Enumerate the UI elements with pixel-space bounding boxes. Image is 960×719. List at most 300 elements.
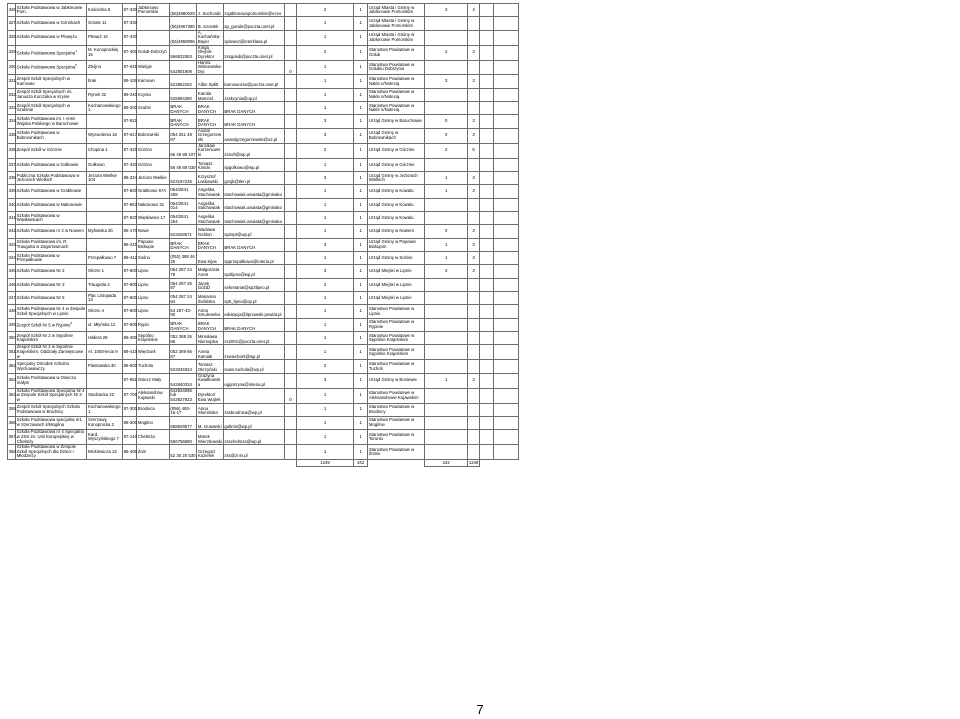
count-c-cell [425, 430, 468, 445]
count-c-cell: 1 [425, 172, 468, 185]
town-cell: Tuchola [137, 360, 170, 373]
extra-value-cell [284, 45, 296, 60]
town-cell: Wielgie [137, 60, 170, 75]
extra-value-cell [284, 88, 296, 101]
row-number-cell: 339. [8, 185, 16, 198]
street-cell [87, 115, 123, 128]
school-name-cell [16, 60, 87, 75]
extra-value-cell [284, 172, 296, 185]
street-cell: Kard. Wyszyńskiego 7 [87, 430, 123, 445]
count-b-cell: 1 [354, 388, 368, 403]
phone-cell: 054 287 25 87 [169, 278, 196, 291]
school-name-cell [16, 416, 87, 429]
school-name-cell [16, 198, 87, 211]
empty-cell [494, 115, 519, 128]
row-number-cell: 346. [8, 278, 16, 291]
extra-value-cell [284, 445, 296, 460]
count-a-cell: 1 [297, 212, 354, 225]
empty-cell [16, 460, 87, 467]
count-c-cell [425, 332, 468, 345]
postal-code-cell: 87-330 [123, 4, 137, 17]
street-cell [87, 373, 123, 388]
count-a-cell: 1 [297, 88, 354, 101]
empty-cell [494, 198, 519, 211]
table-row [8, 30, 519, 45]
street-cell: M. Konopnickiej 15 [87, 45, 123, 60]
count-c-cell [425, 88, 468, 101]
extra-value-cell [284, 430, 296, 445]
school-name: Szkoła Podstawowa im. I Armii Wojska Polskiego w Baruchowie [16, 116, 79, 126]
governing-authority-cell: Urząd Miasta i Gminy w Jabłonowie Pomorskim [368, 30, 425, 45]
empty-cell [223, 460, 284, 467]
count-b-cell: 1 [354, 292, 368, 305]
street-cell: Chopina 1 [87, 143, 123, 158]
school-name-cell [16, 305, 87, 318]
count-b-cell: 1 [354, 88, 368, 101]
empty-cell [494, 388, 519, 403]
count-c-cell: 0 [425, 225, 468, 238]
phone-cell: 054 287 24 84 [169, 292, 196, 305]
empty-cell [480, 198, 494, 211]
empty-cell [480, 45, 494, 60]
phone-cell: 054 287 24 78 [169, 265, 196, 278]
contact-person-cell: Marianna Zielińska [197, 292, 223, 305]
postal-code-cell: 87-853 [123, 198, 137, 211]
street-cell: Plac Listopada 13 [87, 292, 123, 305]
empty-cell [494, 128, 519, 143]
governing-authority-cell: Starostwo Powiatowe w Brodnicy [368, 403, 425, 416]
empty-cell [494, 185, 519, 198]
count-c-cell: 1 [425, 373, 468, 388]
empty-cell [480, 388, 494, 403]
count-b-cell: 1 [354, 115, 368, 128]
count-c-cell [425, 198, 468, 211]
town-cell: Rypin [137, 318, 170, 331]
postal-code-cell: 88-324 [123, 172, 137, 185]
phone-cell: 052 388 26 86 [169, 332, 196, 345]
postal-code-cell: 89-100 [123, 75, 137, 88]
table-row [8, 75, 519, 88]
school-name: Szkoła Podstawowa Nr 2 [16, 268, 65, 274]
email-cell: zsskcynia@op.pl [223, 88, 284, 101]
count-d-cell [468, 292, 480, 305]
empty-cell [494, 30, 519, 45]
empty-cell [494, 403, 519, 416]
governing-authority-cell: Starostwo Powiatowe w Tucholi [368, 360, 425, 373]
row-number-cell: 332. [8, 88, 16, 101]
table-row [8, 403, 519, 416]
count-b-cell: 1 [354, 143, 368, 158]
contact-person-cell: A. Kochańska-Bayer [197, 30, 223, 45]
street-cell: Jeziora Wielkie 104 [87, 172, 123, 185]
empty-cell [494, 265, 519, 278]
footnote-marker: 6 [75, 63, 77, 68]
school-name-cell [16, 292, 87, 305]
street-cell: Kościelna 8 [87, 4, 123, 17]
table-row [8, 238, 519, 251]
row-number-cell: 334. [8, 115, 16, 128]
email-cell: zsschelmza@wp.pl [223, 430, 284, 445]
email-cell: karnowozss@poczta.onet.pl [223, 75, 284, 88]
school-name-cell [16, 88, 87, 101]
table-row [8, 305, 519, 318]
governing-authority-cell: Urząd Gminy w Jeziorach Wielkich [368, 172, 425, 185]
extra-value-cell [284, 332, 296, 345]
table-row [8, 332, 519, 345]
count-c-cell [425, 345, 468, 360]
phone-cell: 054 251 48 87 [169, 128, 196, 143]
extra-value-cell [284, 345, 296, 360]
count-d-cell [468, 88, 480, 101]
governing-authority-cell: Urząd Gminy w Baruchowie [368, 115, 425, 128]
school-name: Szkoła Podstawowa w Górnikach [16, 20, 81, 26]
school-name-cell [16, 345, 87, 360]
governing-authority-cell: Starostwo Powiatowe w Nakle n/Notecią [368, 75, 425, 88]
count-a-cell: 1 [297, 332, 354, 345]
town-cell [137, 115, 170, 128]
contact-person-cell: Jarosław Kurzeniowski [197, 143, 223, 158]
count-c-cell [425, 30, 468, 45]
contact-person-cell: Kinga Olejnik- Dyrektor [197, 45, 223, 60]
phone-cell: (56)4980029 [169, 4, 196, 17]
school-name-cell [16, 102, 87, 115]
row-number-cell: 354. [8, 388, 16, 403]
count-d-cell: 3 [468, 238, 480, 251]
total-a-cell: 1249 [297, 460, 354, 467]
contact-person-cell: Mirosława Niemojska [197, 332, 223, 345]
empty-cell [494, 60, 519, 75]
count-b-cell: 1 [354, 360, 368, 373]
governing-authority-cell: Urząd Miejski w Lipnie [368, 292, 425, 305]
school-name-cell [16, 373, 87, 388]
empty-cell [494, 292, 519, 305]
street-cell: Okrzei 4 [87, 305, 123, 318]
count-d-cell [468, 278, 480, 291]
empty-cell [480, 460, 494, 467]
postal-code-cell: 87-820 [123, 185, 137, 198]
school-name: Zespół Szkół w Górznie [16, 147, 62, 153]
count-a-cell: 1 [297, 252, 354, 265]
postal-code-cell: 87-600 [123, 305, 137, 318]
count-a-cell: 3 [297, 128, 354, 143]
extra-value-cell [284, 373, 296, 388]
phone-cell: 542840334 [169, 373, 196, 388]
street-cell: Mickiewicza 32 [87, 445, 123, 460]
school-name: Szkoła Podstawowa im. R. Traugutta w Zagórtowicach [16, 239, 69, 249]
postal-code-cell: 89-410 [123, 345, 137, 360]
phone-cell: BRAK DANYCH [169, 238, 196, 251]
postal-code-cell: 87-820 [123, 212, 137, 225]
town-cell [137, 17, 170, 30]
email-cell: sekretariat@sp3lipno.pl [223, 278, 284, 291]
count-b-cell: 1 [354, 416, 368, 429]
total-d-cell: 1249 [468, 459, 479, 465]
contact-person-cell: BRAK DANYCH [197, 102, 223, 115]
count-a-cell: 1 [297, 345, 354, 360]
school-name: Szkoła Podstawowa w Grabkowie [16, 188, 82, 194]
row-number-cell: 342. [8, 225, 16, 238]
count-b-cell: 1 [354, 102, 368, 115]
empty-cell [480, 75, 494, 88]
count-d-cell [468, 17, 480, 30]
empty-cell [284, 460, 296, 467]
extra-value-cell [284, 318, 296, 331]
empty-cell [480, 278, 494, 291]
email-cell: spprzepalkowo@interia.pl [223, 252, 284, 265]
governing-authority-cell: Starostwo Powiatowe w Rypinie [368, 318, 425, 331]
count-c-cell [425, 292, 468, 305]
row-number-cell: 340. [8, 198, 16, 211]
postal-code-cell: 89-200 [123, 102, 137, 115]
school-name-cell [16, 332, 87, 345]
empty-cell [494, 238, 519, 251]
empty-cell [480, 115, 494, 128]
extra-value-cell [284, 403, 296, 416]
postal-code-cell: 87-600 [123, 278, 137, 291]
street-cell: Zbójno [87, 60, 123, 75]
count-d-cell: 3 [468, 128, 480, 143]
empty-cell [494, 278, 519, 291]
postal-code-cell: 89-500 [123, 360, 137, 373]
contact-person-cell: Tomasz Okrzyński [197, 360, 223, 373]
count-c-cell [425, 60, 468, 75]
postal-code-cell: 87-821 [123, 115, 137, 128]
school-name: Szkoła Podstawowa w Zespole Szkół Specjalnych dla Dzieci i Młodzieży [16, 444, 76, 459]
school-name: Szkoła Podstawowa w Gołkowie [16, 161, 79, 167]
count-a-cell: 1 [297, 305, 354, 318]
email-cell: stachowiak.oswiata@gminako [223, 185, 284, 198]
extra-value-cell [284, 252, 296, 265]
town-cell: Nakonowo 31 [137, 198, 170, 211]
phone-cell: 523345024 [169, 360, 196, 373]
contact-person-cell: Anna Słomińska [197, 403, 223, 416]
empty-cell [494, 318, 519, 331]
street-cell: Szerzawy, Konopnicka 2 [87, 416, 123, 429]
empty-cell [480, 17, 494, 30]
row-number-cell: 343. [8, 238, 16, 251]
empty-cell [494, 17, 519, 30]
count-c-cell [425, 403, 468, 416]
count-c-cell [425, 102, 468, 115]
phone-cell: 56 49 89 107 [169, 143, 196, 158]
count-d-cell: 3 [468, 172, 480, 185]
empty-cell [480, 4, 494, 17]
town-cell: Górzno [137, 143, 170, 158]
table-row [8, 445, 519, 460]
street-cell: Okrzei 1 [87, 265, 123, 278]
street-cell: Płowęż 16 [87, 30, 123, 45]
school-name: Zespół Szkół Nr 2 w Sępólnie Krajeńskim. Oddziały Zamiejscowe w [16, 344, 84, 359]
postal-code-cell: 87-320 [123, 158, 137, 171]
governing-authority-cell: Starostwo Powiatowe w Toruniu [368, 430, 425, 445]
empty-cell [480, 345, 494, 360]
email-cell: edukacja@lipnowski.powiat.pl [223, 305, 284, 318]
empty-cell [494, 225, 519, 238]
empty-cell [480, 252, 494, 265]
school-name-cell [16, 388, 87, 403]
count-c-cell: 0 [425, 128, 468, 143]
extra-value-cell [284, 128, 296, 143]
count-c-cell [425, 17, 468, 30]
row-number-cell: 335. [8, 128, 16, 143]
count-d-cell [468, 388, 480, 403]
phone-cell: 54 287-43-90 [169, 305, 196, 318]
school-name: Specjalny Ośrodek Szkolno Wychowawczy [16, 360, 70, 371]
row-number-cell: 348. [8, 305, 16, 318]
contact-person-cell: Małgorzata Arent [197, 265, 223, 278]
count-d-cell: 3 [468, 252, 480, 265]
empty-cell [480, 212, 494, 225]
count-a-cell: 1 [297, 75, 354, 88]
governing-authority-cell: Starostwo Powiatowe w Golubiu Dobrzyniu [368, 60, 425, 75]
postal-code-cell: 87-617 [123, 128, 137, 143]
table-row [8, 212, 519, 225]
count-d-cell: 3 [468, 225, 480, 238]
email-cell: zss@znin.pl [223, 445, 284, 460]
town-cell: Lipno [137, 292, 170, 305]
row-number-cell: 341. [8, 212, 16, 225]
count-a-cell: 1 [297, 430, 354, 445]
school-name-cell [16, 225, 87, 238]
postal-code-cell: 97-851 [123, 373, 137, 388]
empty-cell [494, 430, 519, 445]
count-a-cell: 2 [297, 278, 354, 291]
school-name-cell [16, 318, 87, 331]
count-c-cell: 0 [425, 115, 468, 128]
count-b-cell: 1 [354, 198, 368, 211]
street-cell: Przepałkowo 7 [87, 252, 123, 265]
school-name: Szkoła Podstawowa specjalna nr1 w Szerzawach k/Mogilna [16, 417, 82, 428]
empty-cell [494, 416, 519, 429]
row-number-cell: 331. [8, 75, 16, 88]
email-cell: zsnoft@wp.pl [223, 143, 284, 158]
phone-cell: 052 389 66 67 [169, 345, 196, 360]
empty-cell [494, 460, 519, 467]
school-name: Szkoła Podstawowa w Przepałkowie [16, 252, 60, 263]
count-c-cell [425, 158, 468, 171]
phone-cell: (052) 388 46 26 [169, 252, 196, 265]
row-number-cell: 336. [8, 143, 16, 158]
school-name: Szkoła Podstawowa w Jabłonowie Pom. [16, 4, 83, 15]
phone-cell: BRAK DANYCH [169, 318, 196, 331]
count-c-cell: 1 [425, 252, 468, 265]
school-name-cell [16, 360, 87, 373]
street-cell [87, 185, 123, 198]
email-cell: stachowiak.oswiata@gminako [223, 198, 284, 211]
extra-value-cell [284, 416, 296, 429]
extra-value-cell [284, 278, 296, 291]
town-cell: Jeziora Wielkie [137, 172, 170, 185]
table-row [8, 292, 519, 305]
row-number-cell: 353. [8, 373, 16, 388]
empty-cell [494, 88, 519, 101]
phone-cell: 523852262 [169, 75, 196, 88]
governing-authority-cell: Urząd Gminy w Boniewie [368, 373, 425, 388]
table-body [8, 4, 519, 467]
empty-cell [480, 403, 494, 416]
count-d-cell [468, 158, 480, 171]
school-name: Szkoła Podstawowa Specjalna [16, 64, 76, 70]
postal-code-cell: 87-600 [123, 265, 137, 278]
empty-cell [368, 460, 425, 467]
street-cell: Rynek 32 [87, 88, 123, 101]
table-row [8, 158, 519, 171]
governing-authority-cell: Urząd Gminy w Kowalu [368, 185, 425, 198]
postal-code-cell: 86-170 [123, 225, 137, 238]
school-name-cell [16, 403, 87, 416]
count-b-cell: 1 [354, 305, 368, 318]
extra-value-cell [284, 102, 296, 115]
governing-authority-cell: Urząd Miasta i Gminy w Jabłonowie Pomorskim [368, 17, 425, 30]
street-cell: Kochanowskiego 1 [87, 403, 123, 416]
contact-person-cell: Angelika Stachowiak [197, 198, 223, 211]
count-b-cell: 1 [354, 225, 368, 238]
table-row [8, 185, 519, 198]
postal-code-cell: 87-140 [123, 430, 137, 445]
phone-cell: 525894380 [169, 88, 196, 101]
empty-cell [8, 460, 16, 467]
governing-authority-cell: Starostwo Powiatowe w Mogilnie [368, 416, 425, 429]
contact-person-cell: Hanna Wiśniewska-Dyr. [197, 59, 223, 74]
row-number-cell: 357. [8, 430, 16, 445]
contact-person-cell: Anatol Grzegorzewski [197, 128, 223, 143]
governing-authority-cell: Starostwo Powiatowe w Sępólnie Krajeńskim [368, 332, 425, 345]
count-d-cell [468, 416, 480, 429]
count-a-cell: 1 [297, 318, 354, 331]
school-name: Szkoła Podstawowa w Nakonowie [16, 201, 82, 207]
count-c-cell: 2 [425, 143, 468, 158]
school-name-cell [16, 143, 87, 158]
town-cell: Brodnica [137, 403, 170, 416]
phone-cell: BRAK DANYCH [169, 115, 196, 128]
school-name: Szkoła Podstawowa Nr 3 [16, 281, 65, 287]
count-c-cell: 1 [425, 238, 468, 251]
phone-cell: 054/2841 014 [169, 198, 196, 211]
phone-cell: (056) 493-16-17 [169, 403, 196, 416]
phone-cell: 542824066 lub 542827923 [169, 388, 196, 403]
empty-cell [480, 30, 494, 45]
total-b-cell: 342 [354, 460, 368, 467]
school-name: Zespół Szkół Nr 2 w Sępólnie Krajeńskim [16, 332, 73, 343]
town-cell: Osiecz Mały [137, 373, 170, 388]
footnote-marker: 6 [70, 320, 73, 325]
empty-cell [480, 373, 494, 388]
count-a-cell: 3 [297, 238, 354, 251]
governing-authority-cell: Urząd Gminy w Papowie Biskupim [368, 238, 425, 251]
count-c-cell: 2 [425, 45, 468, 60]
school-name-cell [16, 4, 87, 17]
school-name-cell [16, 128, 87, 143]
count-d-cell [468, 212, 480, 225]
extra-value-cell: 0 [284, 60, 296, 75]
table-row [8, 102, 519, 115]
email-cell: BRAK DANYCH [223, 318, 284, 331]
postal-code-cell: 87-330 [123, 30, 137, 45]
table-row [8, 17, 519, 30]
table-row [8, 318, 519, 331]
contact-person-cell: Jacek Góźdź [197, 278, 223, 291]
governing-authority-cell: Starostwo Powiatowe w Nakle n/Notecią [368, 102, 425, 115]
count-b-cell: 1 [354, 318, 368, 331]
school-name: Zespół Szkół Specjalnych w Szubinie [16, 102, 70, 113]
town-cell: Żnin [137, 445, 170, 460]
street-cell: Stodzacka 22 [87, 388, 123, 403]
school-name-cell [16, 30, 87, 45]
empty-cell [480, 143, 494, 158]
count-d-cell [468, 198, 480, 211]
row-number-cell: 328. [8, 30, 16, 45]
count-d-cell [468, 445, 480, 460]
